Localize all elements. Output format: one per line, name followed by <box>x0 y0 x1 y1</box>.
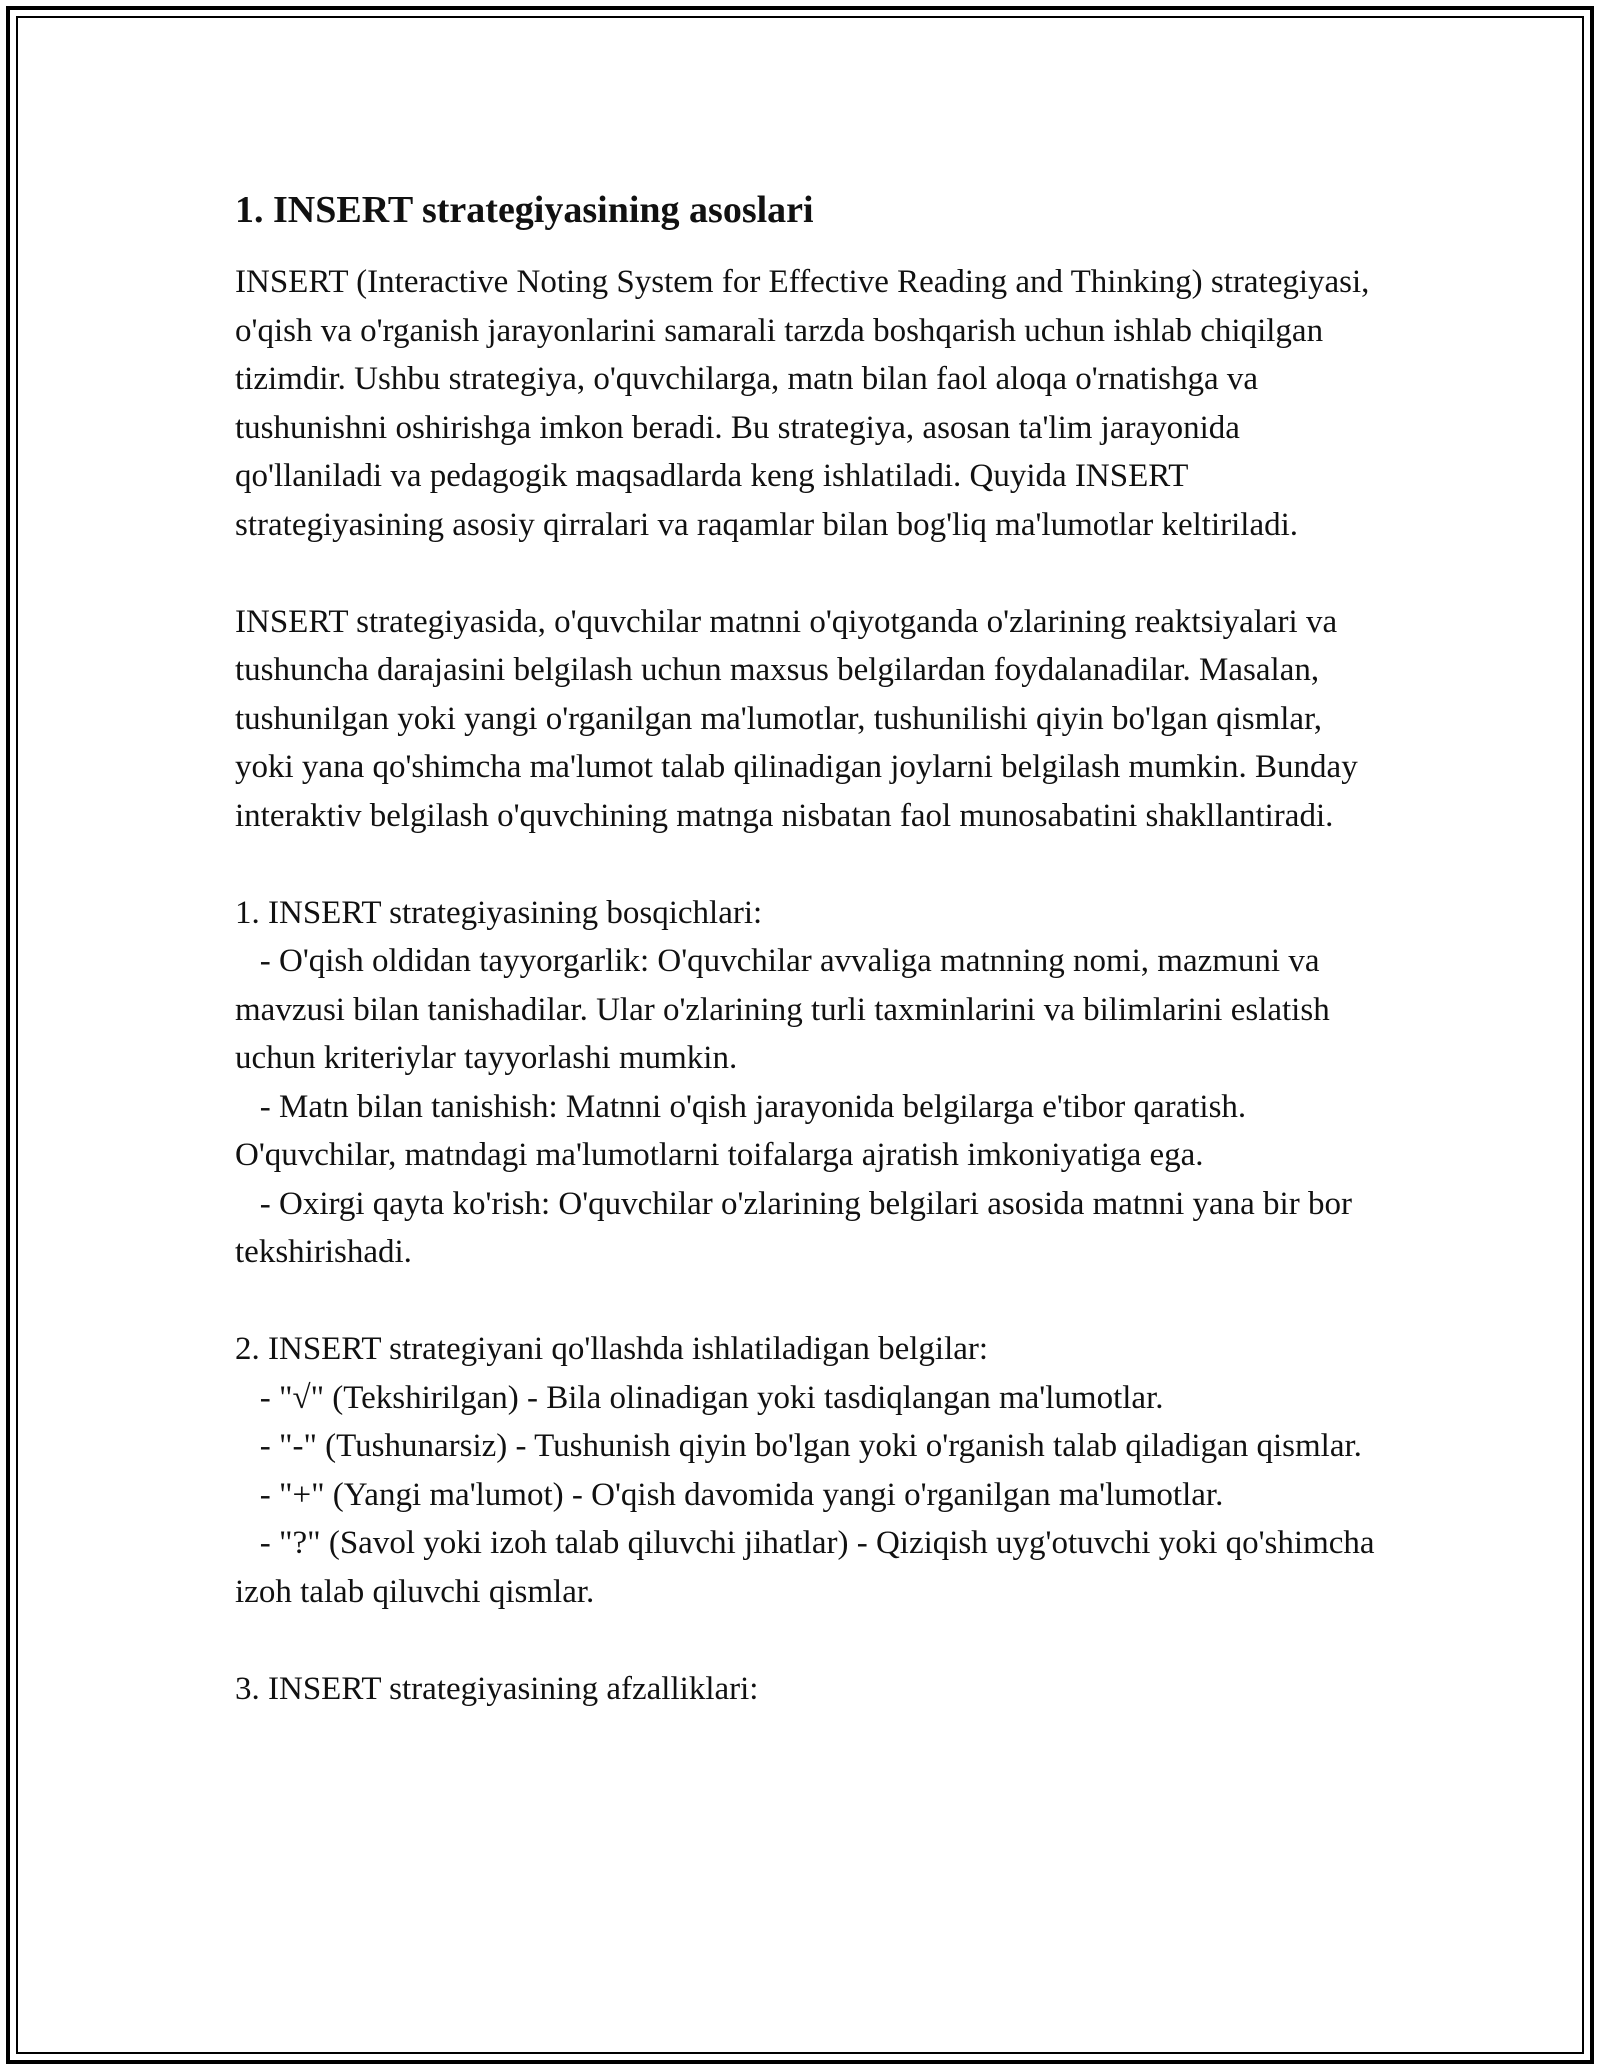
list-item: - O'qish oldidan tayyorgarlik: O'quvchilar avvaliga matnning nomi, mazmuni va mavzusi bilan tanishadilar. Ular o'zlarining turli taxminlarini va bilimlarini eslatish uchun kriteriylar tayyorlashi mumkin. <box>235 943 1330 1076</box>
second-paragraph: INSERT strategiyasida, o'quvchilar matnni o'qiyotganda o'zlarining reaktsiyalari va tushuncha darajasini belgilash uchun maxsus belgilardan foydalanadilar. Masalan, tushunilgan yoki yangi o'rganilgan ma'lumotlar, tushunilishi qiyin bo'lgan qismlar, yoki yana qo'shimcha ma'lumot talab qilinadigan joylarni belgilash mumkin. Bunday interaktiv belgilash o'quvchining matnga nisbatan faol munosabatini shakllantiradi. <box>235 603 1358 834</box>
document-body <box>235 186 1375 1713</box>
paragraph-gap <box>235 840 1375 889</box>
section-title: 2. INSERT strategiyani qo'llashda ishlatiladigan belgilar: <box>235 1331 989 1367</box>
paragraph-gap <box>235 549 1375 598</box>
document-heading: 1. INSERT strategiyasining asoslari <box>235 189 814 231</box>
list-item: - "?" (Savol yoki izoh talab qiluvchi jihatlar) - Qiziqish uyg'otuvchi yoki qo'shimcha izoh talab qiluvchi qismlar. <box>235 1525 1375 1610</box>
section-title: 3. INSERT strategiyasining afzalliklari: <box>235 1670 759 1707</box>
intro-paragraph: INSERT (Interactive Noting System for Effective Reading and Thinking) strategiyasi, o'qish va o'rganish jarayonlarini samarali tarzda boshqarish uchun ishlab chiqilgan tizimdir. Ushbu strategiya, o'quvchilarga, matn bilan faol aloqa o'rnatishga va tushunishni oshirishga imkon beradi. Bu strategiya, asosan ta'lim jarayonida qo'llaniladi va pedagogik maqsadlarda keng ishlatiladi. Quyida INSERT strategiyasining asosiy qirralari va raqamlar bilan bog'liq ma'lumotlar keltiriladi. <box>235 264 1370 543</box>
section-stages <box>235 889 1375 1277</box>
section-advantages <box>235 1665 1375 1714</box>
section-marks <box>235 1325 1375 1616</box>
paragraph-gap <box>235 1616 1375 1665</box>
list-item: - "-" (Tushunarsiz) - Tushunish qiyin bo'lgan yoki o'rganish talab qiladigan qismlar. <box>235 1428 1362 1464</box>
paragraph-gap <box>235 1277 1375 1326</box>
list-item: - "√" (Tekshirilgan) - Bila olinadigan yoki tasdiqlangan ma'lumotlar. <box>235 1379 1164 1416</box>
section-title: 1. INSERT strategiyasining bosqichlari: <box>235 894 763 931</box>
list-item: - Matn bilan tanishish: Matnni o'qish jarayonida belgilarga e'tibor qaratish. O'quvchilar, matndagi ma'lumotlarni toifalarga ajratish imkoniyatiga ega. <box>235 1088 1247 1173</box>
list-item: - "+" (Yangi ma'lumot) - O'qish davomida yangi o'rganilgan ma'lumotlar. <box>235 1476 1224 1513</box>
list-item: - Oxirgi qayta ko'rish: O'quvchilar o'zlarining belgilari asosida matnni yana bir bor tekshirishadi. <box>235 1185 1352 1270</box>
